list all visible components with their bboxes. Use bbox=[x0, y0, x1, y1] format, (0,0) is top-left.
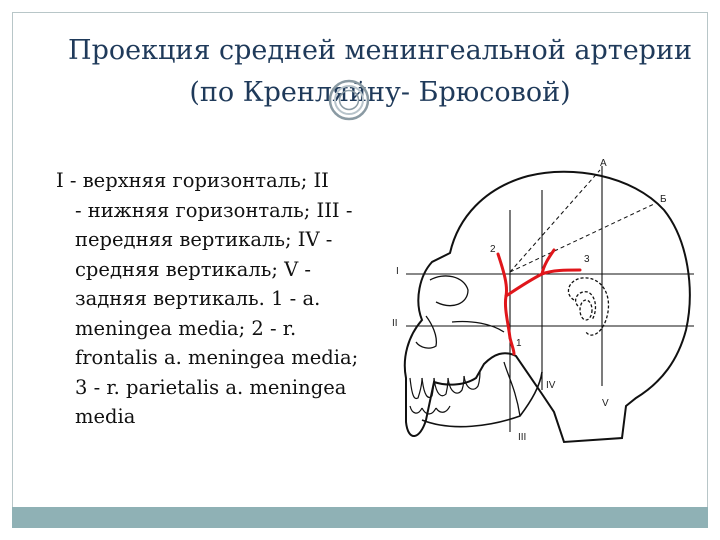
label-B: Б bbox=[660, 194, 667, 205]
label-1: 1 bbox=[516, 338, 522, 349]
ring-icon bbox=[327, 78, 371, 122]
cheekbone bbox=[452, 321, 504, 332]
label-A: A bbox=[600, 158, 607, 169]
label-II: II bbox=[392, 318, 398, 329]
slide-title: Проекция средней менингеальной артерии (по Кренляйну- Брюсовой) bbox=[68, 35, 692, 108]
label-IV: IV bbox=[546, 380, 556, 391]
label-V: V bbox=[602, 398, 609, 409]
dashed-line-B bbox=[510, 204, 654, 272]
label-I: I bbox=[396, 266, 399, 277]
slide-bottom-bar bbox=[12, 507, 708, 528]
mandible bbox=[422, 372, 542, 427]
teeth bbox=[410, 372, 480, 414]
skull-outline bbox=[405, 172, 690, 442]
label-2: 2 bbox=[490, 244, 496, 255]
label-3: 3 bbox=[584, 254, 590, 265]
skull-diagram bbox=[392, 150, 710, 450]
mandible-ramus bbox=[504, 362, 520, 416]
caption-line-1: I - верхняя горизонталь; II bbox=[56, 169, 329, 192]
eye-orbit bbox=[430, 276, 468, 306]
label-III: III bbox=[518, 432, 527, 443]
nasal-cavity bbox=[416, 316, 436, 348]
figure-caption bbox=[56, 166, 376, 432]
caption-rest: - нижняя горизонталь; III - передняя вертикаль; IV - средняя вертикаль; V - задняя вертикаль. 1 - a. meningea media; 2 - r. frontalis a. meningea media; 3 - r. parietalis a. meningea media bbox=[75, 198, 359, 428]
